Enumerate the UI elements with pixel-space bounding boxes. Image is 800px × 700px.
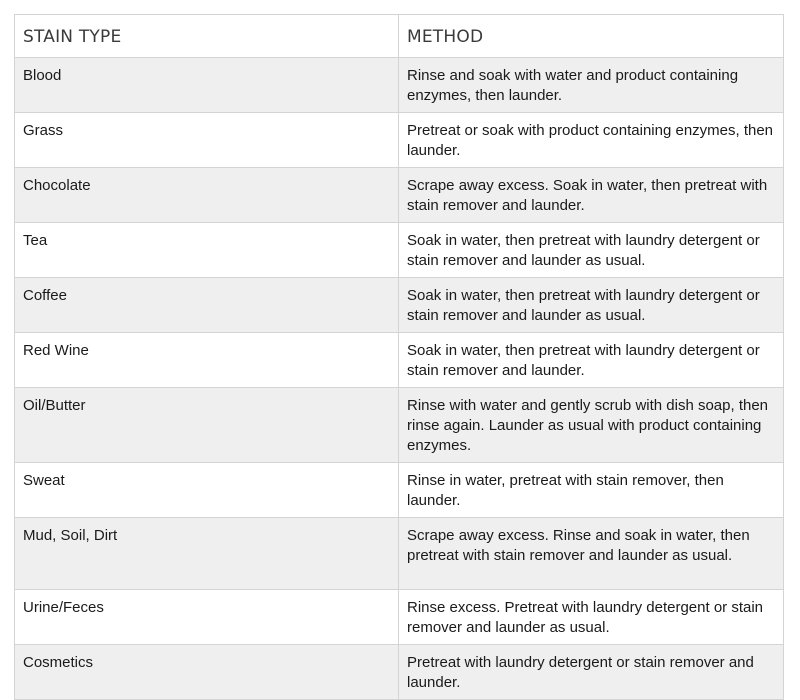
stain-removal-table	[14, 14, 784, 700]
method-cell: Soak in water, then pretreat with laundry detergent or stain remover and launder.	[399, 333, 784, 388]
stain-type-cell: Mud, Soil, Dirt	[15, 518, 399, 590]
table-row	[15, 388, 784, 463]
stain-type-cell: Sweat	[15, 463, 399, 518]
table-row	[15, 278, 784, 333]
header-stain-type: STAIN TYPE	[15, 15, 399, 58]
table-row	[15, 645, 784, 700]
method-cell: Rinse and soak with water and product containing enzymes, then launder.	[399, 58, 784, 113]
table-header-row	[15, 15, 784, 58]
method-cell: Soak in water, then pretreat with laundry detergent or stain remover and launder as usual.	[399, 223, 784, 278]
header-method: METHOD	[399, 15, 784, 58]
table-row	[15, 590, 784, 645]
table-row	[15, 58, 784, 113]
method-cell: Rinse excess. Pretreat with laundry detergent or stain remover and launder as usual.	[399, 590, 784, 645]
stain-type-cell: Coffee	[15, 278, 399, 333]
stain-type-cell: Chocolate	[15, 168, 399, 223]
method-cell: Scrape away excess. Rinse and soak in water, then pretreat with stain remover and launder as usual.	[399, 518, 784, 590]
method-cell: Rinse with water and gently scrub with dish soap, then rinse again. Launder as usual with product containing enzymes.	[399, 388, 784, 463]
stain-type-cell: Urine/Feces	[15, 590, 399, 645]
method-cell: Rinse in water, pretreat with stain remover, then launder.	[399, 463, 784, 518]
stain-type-cell: Oil/Butter	[15, 388, 399, 463]
method-cell: Pretreat with laundry detergent or stain remover and launder.	[399, 645, 784, 700]
table-row	[15, 463, 784, 518]
table-row	[15, 168, 784, 223]
method-cell: Soak in water, then pretreat with laundry detergent or stain remover and launder as usual.	[399, 278, 784, 333]
table-row	[15, 113, 784, 168]
stain-type-cell: Tea	[15, 223, 399, 278]
table-row	[15, 333, 784, 388]
stain-type-cell: Red Wine	[15, 333, 399, 388]
table-row	[15, 223, 784, 278]
table-row	[15, 518, 784, 590]
stain-type-cell: Grass	[15, 113, 399, 168]
stain-removal-table-container	[14, 14, 783, 700]
method-cell: Pretreat or soak with product containing enzymes, then launder.	[399, 113, 784, 168]
stain-type-cell: Cosmetics	[15, 645, 399, 700]
method-cell: Scrape away excess. Soak in water, then pretreat with stain remover and launder.	[399, 168, 784, 223]
stain-type-cell: Blood	[15, 58, 399, 113]
